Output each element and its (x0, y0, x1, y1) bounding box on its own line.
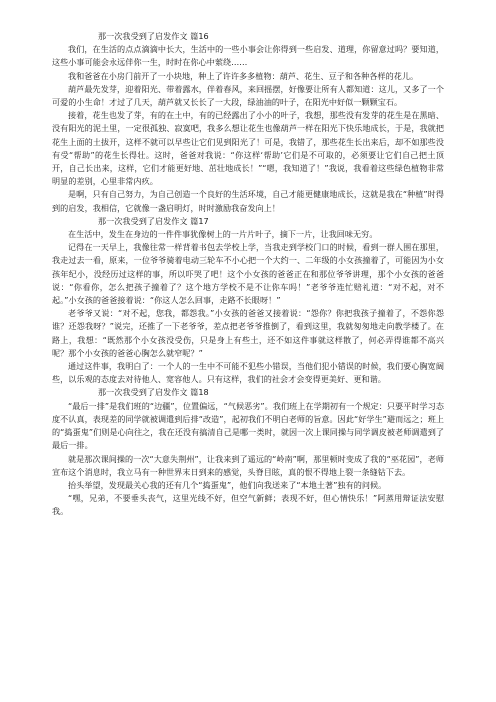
paragraph: “嘿，兄弟，不要垂头丧气，这里光线不好，但空气新鲜；表现不好，但心情快乐！”阿蒸用辩证法安慰我。 (52, 493, 444, 517)
paragraph: “最后一排”是我们班的“边疆”，位置偏远，“气候恶劣”。我们班上在学期初有一个规定：只要平时学习态度不认真，表现差的同学就被调遣到后排“改造”，起初我们不明白老师的旨意。因此“好学生”避而远之；班上的“捣蛋鬼”们则是心向往之，我在还没有搞清自己是哪一类时，就因一次上课同操与同学调皮被老师调遣到了最后一排。 (52, 400, 444, 451)
paragraph: 记得在一天早上，我像往常一样背着书包去学校上学，当我走到学校门口的时候，看到一群人围在那里，我走过去一看，原来，一位爷爷骑着电动三轮车不小心把一个大约一、二年级的小女孩撞着了，可能因为小女孩年纪小，没经历过这样的事，所以吓哭了吧！这个小女孩的爸爸正在和那位爷爷讲理，那个小女孩的爸爸说：“你看你，怎么把孩子撞着了？这个地方学校不是不让你车吗！”老爷爷连忙赔礼道：“对不起，对不起。”小女孩的爸爸接着说：“你这人怎么回事，走路不长眼呀！” (52, 242, 444, 306)
paragraph: 我们，在生活的点点滴滴中长大，生活中的一些小事会让你得到一些启发、道理，你留意过吗？要知道，这些小事可能会永远伴你一生，时时在你心中萦绕…… (52, 44, 444, 68)
essay-title: 那一次我受到了启发作文 篇17 (98, 215, 209, 226)
essay-16 (52, 30, 444, 215)
paragraph: 老爷爷又说：“对不起，您我，都怨我。”小女孩的爸爸又接着说：“怨你？你把我孩子撞着了，不怨你怨谁？还怨我呀？”说完，还推了一下老爷爷，差点把老爷爷推倒了，看到这里，我就匆匆地走向教学楼了。在路上，我想：“既然那个小女孩没受伤，只是身上有些土，还不如这件事就这样散了，何必弄得谁都不高兴呢？那个小女孩的爸爸心胸怎么就窄呢？” (52, 308, 444, 358)
paragraph: 就是那次课间操的一次“大意失荆州”，让我来到了遥远的“岭南”啊，那里顿时变成了我的“巫花园”，老师宣布这个消息时，我立马有一种世界末日到来的感觉，头脊目眩，真的恨不得地上裂一条缝钻下去。 (52, 453, 444, 477)
essay-18 (52, 386, 444, 518)
paragraph: 抬头举望，发现最关心我的还有几个“捣蛋鬼”，他们向我送来了“本地土著”独有的问候。 (68, 479, 387, 490)
paragraph: 在生活中，发生在身边的一件件事犹像树上的一片片叶子，摘下一片，让我回味无穷。 (68, 229, 378, 240)
essay-title: 那一次我受到了启发作文 篇18 (98, 387, 209, 398)
paragraph: 我和爸爸在小房门前开了一小块地，种上了许许多多植物：葫芦、花生、豆子和各种各样的花儿。 (68, 70, 419, 81)
paragraph: 接着，花生也发了芽，有的在土中，有的已经露出了小小的叶子，我想，那些没有发芽的花生是在黑暗、没有阳光的泥土里，一定很孤独、寂寞吧，我多么想让花生也像葫芦一样在阳光下快乐地成长，于是，我就把花生上面的土拔开，这样不就可以早些让它们见到阳光了！可是，我错了，那些花生长出来后，却不如那些没有受“帮助”的花生长得壮。这时，爸爸对我说：“你这样‘帮助’它们是不可取的，必须要让它们自己把土顶开，自己长出来，这样，它们才能更好地、茁壮地成长！”“嗯，我知道了！”我说，我看着这些绿色植物非常明显的差别，心里非常内疚。 (52, 110, 444, 187)
essay-title: 那一次我受到了启发作文 篇16 (98, 31, 209, 41)
paragraph: 葫芦最先发芽，迎着阳光、带着露水，伴着春风，来回摇摆，好像要让所有人都知道：这儿，又多了一个可爱的小生命！才过了几天，葫芦就又长长了一大段，绿油油的叶子，在阳光中好似一颗颗宝石。 (52, 83, 444, 108)
paragraph: 通过这件事，我明白了：一个人的一生中不可能不犯些小错误，当他们犯小错误的时候，我们要心胸宽阔些，以乐观的态度去对待他人、宽容他人。只有这样，我们的社会才会变得更美好、更和谐。 (52, 361, 444, 385)
essay-17 (52, 215, 444, 387)
paragraph: 是啊，只有自己努力，为自己创造一个良好的生活环境，自己才能更健康地成长，这就是我在“种植”时得到的启发，我相信，它就像一盏启明灯，时时激励我奋发向上！ (52, 189, 444, 213)
